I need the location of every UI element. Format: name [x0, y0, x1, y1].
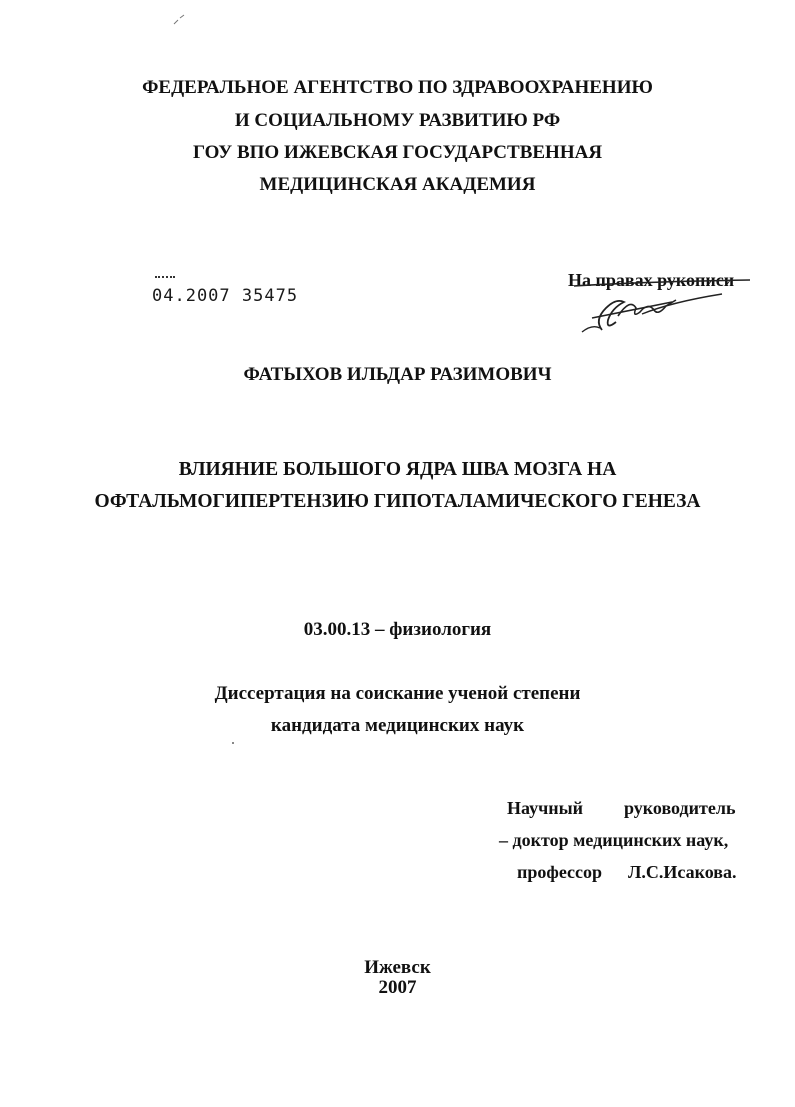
scan-artifact-mark — [172, 14, 186, 26]
supervisor-word-1: Научный — [507, 798, 584, 818]
header-line-1: ФЕДЕРАЛЬНОЕ АГЕНТСТВО ПО ЗДРАВООХРАНЕНИЮ — [142, 77, 653, 98]
supervisor-title: профессор — [517, 862, 603, 882]
header-line-3: ГОУ ВПО ИЖЕВСКАЯ ГОСУДАРСТВЕННАЯ — [192, 142, 603, 163]
registration-code: 04.2007 35475 — [152, 286, 299, 306]
city: Ижевск — [364, 957, 431, 978]
scan-speck — [232, 742, 234, 744]
supervisor-name: Л.С.Исакова. — [628, 862, 737, 882]
dissertation-title-line-2: ОФТАЛЬМОГИПЕРТЕНЗИЮ ГИПОТАЛАМИЧЕСКОГО ГЕНЕЗА — [94, 491, 701, 512]
header-line-2: И СОЦИАЛЬНОМУ РАЗВИТИЮ РФ — [234, 110, 561, 131]
dissertation-title-line-1: ВЛИЯНИЕ БОЛЬШОГО ЯДРА ШВА МОЗГА НА — [178, 459, 617, 480]
registration-mark — [155, 276, 175, 280]
signature-icon — [572, 272, 762, 342]
degree-line-2: кандидата медицинских наук — [270, 715, 525, 736]
author-name: ФАТЫХОВ ИЛЬДАР РАЗИМОВИЧ — [243, 364, 552, 385]
degree-line-1: Диссертация на соискание ученой степени — [214, 683, 581, 704]
year: 2007 — [378, 977, 417, 998]
header-line-4: МЕДИЦИНСКАЯ АКАДЕМИЯ — [259, 174, 536, 195]
supervisor-word-2: руководитель — [624, 798, 736, 818]
manuscript-note: На правах рукописи — [568, 270, 735, 290]
supervisor-degree: – доктор медицинских наук, — [499, 830, 729, 850]
specialty-code: 03.00.13 – физиология — [303, 619, 492, 640]
